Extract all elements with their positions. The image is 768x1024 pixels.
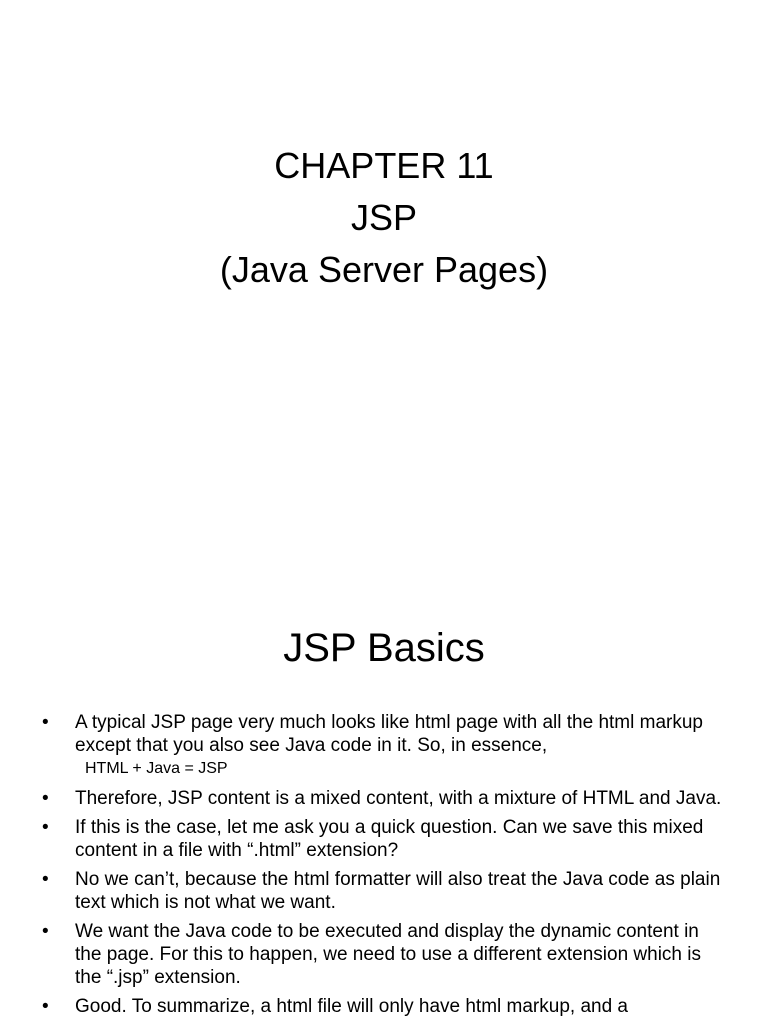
bullet-subline: HTML + Java = JSP bbox=[85, 760, 228, 777]
bullet-marker: • bbox=[42, 788, 49, 809]
bullet-text: If this is the case, let me ask you a quick question. Can we save this mixed content in a file with “.html” extension? bbox=[75, 817, 704, 861]
bullet-item bbox=[42, 816, 722, 862]
bullet-text: Therefore, JSP content is a mixed content, with a mixture of HTML and Java. bbox=[75, 788, 722, 809]
bullet-marker: • bbox=[42, 712, 49, 733]
bullet-marker: • bbox=[42, 996, 49, 1017]
bullet-item bbox=[42, 920, 722, 989]
slide-title: JSP Basics bbox=[283, 626, 485, 670]
slide-jsp-basics bbox=[0, 576, 768, 1024]
bullet-marker: • bbox=[42, 869, 49, 890]
bullet-item bbox=[42, 868, 722, 914]
chapter-title-line-3: (Java Server Pages) bbox=[219, 249, 549, 290]
bullet-list bbox=[42, 711, 722, 1024]
bullet-text: A typical JSP page very much looks like html page with all the html markup except that you also see Java code in it. So, in essence, bbox=[75, 712, 703, 756]
bullet-item bbox=[42, 711, 722, 781]
chapter-title-line-1: CHAPTER 11 bbox=[274, 145, 494, 186]
chapter-title-line-2: JSP bbox=[350, 197, 418, 238]
bullet-item bbox=[42, 995, 722, 1018]
bullet-text: No we can’t, because the html formatter will also treat the Java code as plain text which is not what we want. bbox=[75, 869, 721, 913]
bullet-text: Good. To summarize, a html file will only have html markup, and a bbox=[75, 996, 628, 1017]
chapter-title bbox=[0, 140, 768, 296]
bullet-text: We want the Java code to be executed and display the dynamic content in the page. For this to happen, we need to use a different extension which is the “.jsp” extension. bbox=[75, 921, 701, 988]
bullet-marker: • bbox=[42, 921, 49, 942]
bullet-item bbox=[42, 787, 722, 810]
bullet-marker: • bbox=[42, 817, 49, 838]
